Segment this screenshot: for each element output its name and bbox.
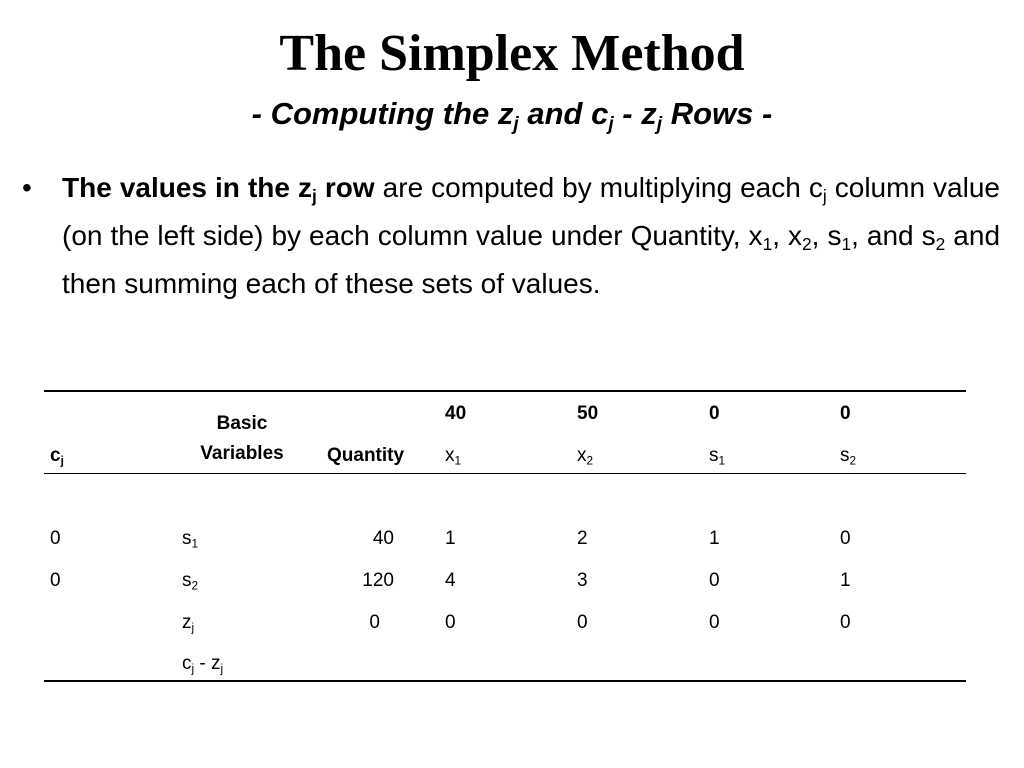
header-cost-s2: 0 [840, 403, 851, 424]
zj-quantity: 0 [369, 612, 380, 633]
row2-x1: 4 [445, 570, 456, 591]
row1-cj: 0 [50, 528, 61, 549]
header-var-s2: $s_2$ [840, 445, 857, 468]
row2-quantity: 120 [362, 570, 394, 591]
header-cost-s1: 0 [709, 403, 720, 424]
header-quantity: Quantity [327, 445, 405, 466]
slide-subtitle: - Computing the $z_j$ and $c_j - z_j$ Rows - [251, 96, 773, 135]
zj-x2: 0 [577, 612, 588, 633]
row1-s1: 1 [709, 528, 720, 549]
header-cost-x2: 50 [577, 403, 599, 424]
row2-s1: 0 [709, 570, 720, 591]
bullet-bold-lead: The values in the $z_j$ row [62, 172, 375, 207]
header-var-x1: $x_1$ [445, 445, 462, 468]
cj-zj-label: $c_j - z_j$ [182, 653, 224, 676]
header-var-x2: $x_2$ [577, 445, 594, 468]
table-bottom-rule [44, 680, 966, 682]
row2-cj: 0 [50, 570, 61, 591]
row2-s2: 1 [840, 570, 851, 591]
header-var-s1: $s_1$ [709, 445, 726, 468]
header-cj: $c_j$ [50, 445, 64, 468]
header-basic-variables: Basic Variables [200, 413, 284, 464]
row1-s2: 0 [840, 528, 851, 549]
row2-x2: 3 [577, 570, 588, 591]
bullet-marker: • [22, 172, 32, 203]
row1-quantity: 40 [372, 528, 394, 549]
zj-s1: 0 [709, 612, 720, 633]
zj-s2: 0 [840, 612, 851, 633]
zj-label: $z_j$ [182, 612, 195, 635]
row1-x2: 2 [577, 528, 588, 549]
zj-x1: 0 [445, 612, 456, 633]
bullet-text: The values in the $z_j$ row are computed by multiplying each $c_j$ column value (on the left side) by each column value under Quantity, $x_1$, $x_2$, $s_1$, and $s_2$ and then summing each of these sets of values. [62, 172, 1001, 299]
row2-basic: $s_2$ [182, 570, 199, 593]
header-cost-x1: 40 [445, 403, 467, 424]
table-top-rule [44, 390, 966, 392]
row1-basic: $s_1$ [182, 528, 199, 551]
row1-x1: 1 [445, 528, 456, 549]
table-header-rule [44, 473, 966, 474]
slide-title: The Simplex Method [279, 25, 745, 82]
